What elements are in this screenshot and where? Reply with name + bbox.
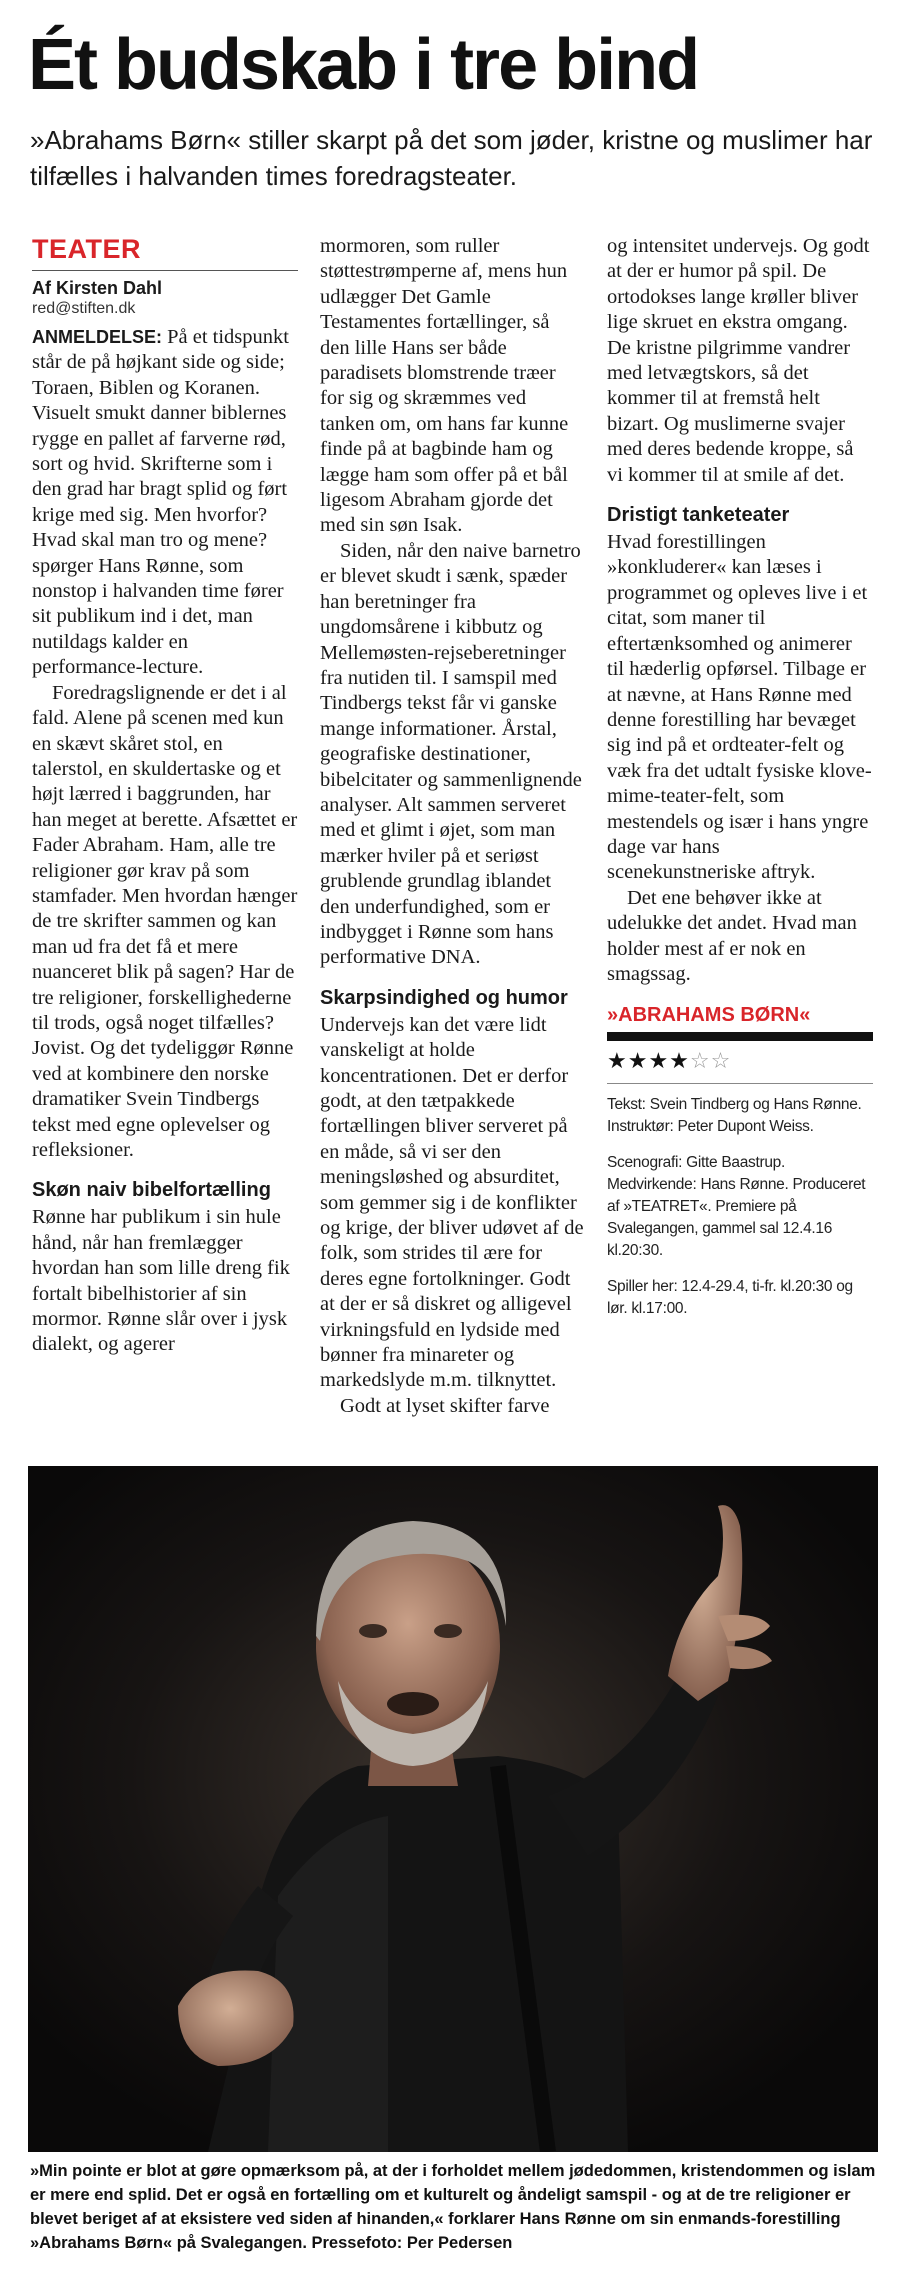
- body-paragraph: [32, 325, 298, 681]
- factbox: [607, 1003, 873, 1320]
- headline: Ét budskab i tre bind: [28, 25, 699, 105]
- factbox-title: »ABRAHAMS BØRN«: [607, 1004, 811, 1027]
- body-paragraph: Det ene behøver ikke at udelukke det andet. Hvad man holder mest af er nok en smagssag.: [607, 886, 857, 985]
- subheading: Skøn naiv bibelfortælling: [32, 1179, 271, 1202]
- byline-email[interactable]: red@stiften.dk: [32, 300, 136, 317]
- section-tag: TEATER: [32, 234, 141, 264]
- lead-paragraph: »Abrahams Børn« stiller skarpt på det som jøder, kristne og muslimer har tilfælles i halvanden times foredragsteater.: [30, 125, 873, 191]
- article-column-1: [32, 234, 298, 1358]
- review-kicker: ANMELDELSE:: [32, 327, 162, 347]
- body-paragraph: Siden, når den naive barnetro er blevet skudt i sænk, spæder han beretninger fra ungdomsårene i kibbutz og Mellemøsten-rejseberetninger fra nutiden til. I samspil med Tindbergs tekst får vi ganske mange informationer. Årstal, geografiske destinationer, bibelcitater og sammenlignende analyser. Alt sammen serveret med et glimt i øjet, som man mærker hviler på et seriøst grublende grundlag iblandet den underfundighed, som er indbygget i Rønne som hans performative DNA.: [320, 539, 582, 969]
- body-paragraph: mormoren, som ruller støttestrømperne af, mens hun udlægger Det Gamle Testamentes fortællinger, så den lille Hans ser både paradisets blomstrende træer for sig og skræmmes ved tanken om, om hans far kunne finde på at bagbinde ham og lægge ham som offer på et bål ligesom Abraham gjorde det med sin søn Isak.: [320, 235, 569, 537]
- subheading: Skarpsindighed og humor: [320, 986, 568, 1009]
- body-paragraph: Rønne har publikum i sin hule hånd, når han fremlægger hvordan han som lille dreng fik fortalt bibelhistorier af sin mormor. Rønne slår over i jysk dialekt, og agerer: [32, 1206, 290, 1356]
- fact-production: Scenografi: Gitte Baastrup. Medvirkende: Hans Rønne. Produceret af »TEATRET«. Premiere på Svalegangen, gammel sal 12.4.16 kl.20:30.: [607, 1154, 866, 1260]
- star-rating: [607, 1049, 873, 1075]
- byline-divider: [32, 270, 298, 271]
- body-text: På et tidspunkt står de på højkant side og side; Toraen, Biblen og Koranen. Visuelt smukt danner biblernes rygge en pallet af farverne rød, sort og hvid. Skrifterne som i den grad har bragt splid og ført krige med sig. Men hvorfor? Hvad skal man tro og mene? spørger Hans Rønne, som nonstop i halvanden time fører sit publikum ind i det, man nutildags kalder en performance-lecture.: [32, 326, 289, 679]
- photo-caption: »Min pointe er blot at gøre opmærksom på, at der i forholdet mellem jødedommen, kristendommen og islam er mere end splid. Det er også en fortælling om et kulturelt og åndeligt samspil - og at de tre religioner er blevet beriget af at eksistere ved siden af hinanden,« forklarer Hans Rønne om sin enmands-forestilling »Abrahams Børn« på Svalegangen. Pressefoto: Per Pedersen: [30, 2162, 876, 2252]
- subheading: Dristigt tanketeater: [607, 504, 790, 527]
- fact-credits: Tekst: Svein Tindberg og Hans Rønne. Instruktør: Peter Dupont Weiss.: [607, 1096, 862, 1136]
- press-photo: [28, 1466, 878, 2152]
- star-empty-icons: ☆☆: [689, 1049, 732, 1075]
- body-paragraph: Undervejs kan det være lidt vanskeligt at holde koncentrationen. Det er derfor godt, at den tætpakkede fortællingen bliver serveret på en måde, så vi ser den meningsløshed og absurditet, som gemmer sig i de konflikter og krige, der bliver udøvet af de folk, som strides til ære for deres egne fortolkninger. Godt at der er så diskret og alligevel virkningsfuld en lydside med bønner fra minareter og markedslyde m.m. tilknyttet.: [320, 1013, 584, 1392]
- body-paragraph: og intensitet undervejs. Og godt at der er humor på spil. De ortodokses lange krøller bliver lige skruet en ekstra omgang. De kristne pilgrimme vandrer med letvægtskors, så det kommer til at fremstå helt bizart. Og muslimerne svajer med deres bedende kroppe, så vi kommer til at smile af det.: [607, 235, 870, 486]
- factbox-bar: [607, 1032, 873, 1041]
- performer-photo-illustration: [28, 1466, 878, 2152]
- byline-author: Af Kirsten Dahl: [32, 278, 163, 298]
- fact-showtimes: Spiller her: 12.4-29.4, ti-fr. kl.20:30 og lør. kl.17:00.: [607, 1278, 853, 1318]
- body-paragraph: Foredragslignende er det i al fald. Alene på scenen med kun en skævt skåret stol, en talerstol, en skuldertaske og et højt lærred i baggrunden, har han meget at berette. Afsættet er Fader Abraham. Ham, alle tre religioner gør krav på som stamfader. Men hvordan hænger de tre skrifter sammen og kan man ud fra det få et mere nuanceret blik på sagen? Har de tre religioner, forskellighederne til trods, også noget tilfælles? Jovist. Og det tydeliggør Rønne ved at kombinere den norske dramatiker Svein Tindbergs tekst med egne oplevelser og refleksioner.: [32, 681, 298, 1161]
- body-paragraph: Godt at lyset skifter farve: [340, 1394, 550, 1417]
- article-column-2: [320, 234, 584, 1419]
- factbox-divider: [607, 1083, 873, 1084]
- star-filled-icons: ★★★★: [607, 1049, 690, 1075]
- body-paragraph: Hvad forestillingen »konkluderer« kan læses i programmet og opleves live i et citat, som maner til eftertænksomhed og animerer til hæderlig opførsel. Tilbage er at nævne, at Hans Rønne med denne forestilling har bevæget sig ind på et ordteater-felt og væk fra det udtalt fysiske klove-mime-teater-felt, som mestendels og især i hans yngre dage var hans scenekunstneriske aftryk.: [607, 531, 872, 884]
- article-column-3: [607, 234, 873, 1334]
